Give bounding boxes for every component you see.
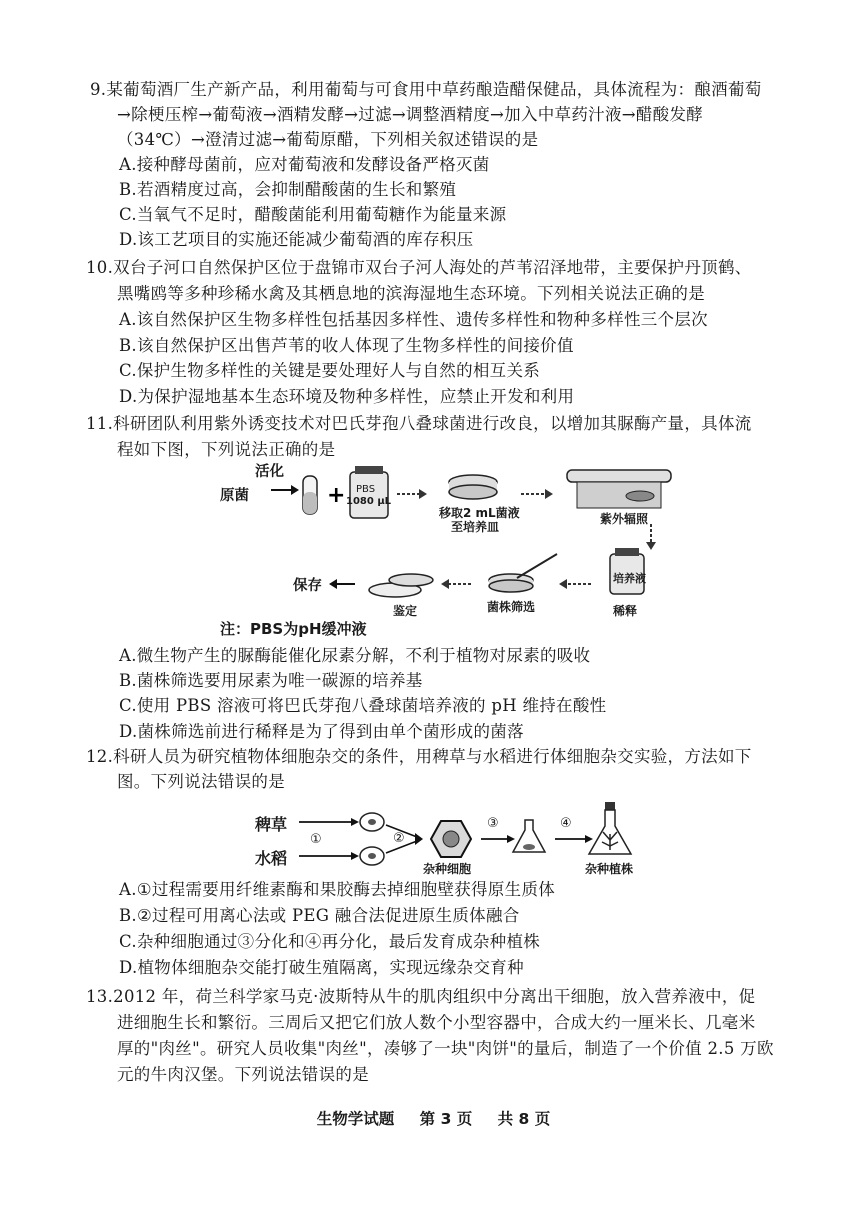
footer-subject: 生物学试题 [316,1110,395,1128]
label-step-2: ② [393,831,405,846]
plus-sign: + [327,483,346,508]
q11-option-b: B.菌株筛选要用尿素为唯一碳源的培养基 [119,671,423,690]
pbs-bottle-icon [350,472,388,518]
label-rice: 水稻 [255,849,288,868]
label-step-1: ① [310,832,322,847]
label-medium: 培养液 [613,572,646,585]
inoculation-loop-icon [517,554,557,578]
label-step-3: ③ [487,816,499,831]
q11-option-c: C.使用 PBS 溶液可将巴氏芽孢八叠球菌培养液的 pH 维持在酸性 [119,696,607,715]
label-save: 保存 [293,578,322,594]
q9-stem-line-1: 9.某葡萄酒厂生产新产品，利用葡萄与可食用中草药酿造醋保健品，具体流程为：酿酒葡萄 [90,80,762,99]
q10-option-b: B.该自然保护区出售芦苇的收人体现了生物多样性的间接价值 [119,336,574,355]
q10-stem-line-2: 黑嘴鸥等多种珍稀水禽及其栖息地的滨海湿地生态环境。下列相关说法正确的是 [117,284,705,303]
q12-option-a: A.①过程需要用纤维素酶和果胶酶去掉细胞壁获得原生质体 [119,880,556,899]
q12-stem-line-1: 12.科研人员为研究植物体细胞杂交的条件，用稗草与水稻进行体细胞杂交实验，方法如下 [86,747,752,766]
q12-option-b: B.②过程可用离心法或 PEG 融合法促进原生质体融合 [119,906,520,925]
label-transfer-2: 至培养皿 [451,520,500,534]
label-screen: 菌株筛选 [487,600,536,614]
label-pbs-volume: 1080 μL [346,496,392,507]
q10-option-d: D.为保护湿地基本生态环境及物种多样性，应禁止开发和利用 [119,387,575,406]
q12-stem-line-2: 图。下列说法错误的是 [117,772,285,791]
q9-stem-line-2: →除梗压榨→葡萄液→酒精发酵→过滤→调整酒精度→加入中草药汁液→醋酸发酵 [117,105,704,124]
q9-stem-line-3: （34℃）→澄清过滤→葡萄原醋，下列相关叙述错误的是 [117,130,539,149]
q9-option-a: A.接种酵母菌前，应对葡萄液和发酵设备严格灭菌 [119,155,490,174]
page-footer [0,1107,867,1129]
q13-stem-line-3: 厚的"肉丝"。研究人员收集"肉丝"，凑够了一块"肉饼"的量后，制造了一个价值 2.5 万欧 [117,1039,774,1058]
label-step-4: ④ [560,816,572,831]
q13-stem-line-2: 进细胞生长和繁衍。三周后又把它们放人数个小型容器中，合成大约一厘米长、几毫米 [117,1013,756,1032]
q9-option-d: D.该工艺项目的实施还能减少葡萄酒的库存积压 [119,230,474,249]
q12-option-d: D.植物体细胞杂交能打破生殖隔离，实现远缘杂交育种 [119,958,524,977]
label-uv: 紫外辐照 [600,512,649,526]
q11-stem-line-2: 程如下图，下列说法正确的是 [117,440,336,459]
uv-lamp-icon [567,470,671,482]
label-activate: 活化 [255,464,284,480]
label-dilute: 稀释 [613,604,638,618]
q9-option-b: B.若酒精度过高，会抑制醋酸菌的生长和繁殖 [119,180,457,199]
label-hybrid-cell: 杂种细胞 [423,862,472,876]
label-identify: 鉴定 [393,604,418,618]
label-hybrid-plant: 杂种植株 [585,862,634,876]
q9-option-c: C.当氧气不足时，醋酸菌能利用葡萄糖作为能量来源 [119,205,507,224]
label-barnyard-grass: 稗草 [255,815,288,834]
footer-total-pages: 共 8 页 [497,1110,551,1128]
q12-hybrid-figure [255,800,655,880]
q10-option-c: C.保护生物多样性的关键是要处理好人与自然的相互关系 [119,361,541,380]
label-original-strain: 原菌 [220,488,249,504]
q11-flow-figure [215,462,685,642]
q11-option-a: A.微生物产生的脲酶能催化尿素分解，不利于植物对尿素的吸收 [119,646,591,665]
q10-stem-line-1: 10.双台子河口自然保护区位于盘锦市双台子河人海处的芦苇沼泽地带，主要保护丹顶鹤、 [86,258,752,277]
q13-stem-line-4: 元的牛肉汉堡。下列说法错误的是 [117,1065,369,1084]
q11-stem-line-1: 11.科研团队利用紫外诱变技术对巴氏芽孢八叠球菌进行改良，以增加其脲酶产量，具体流 [86,414,752,433]
q12-option-c: C.杂种细胞通过③分化和④再分化，最后发育成杂种植株 [119,932,541,951]
footer-page-number: 第 3 页 [419,1110,473,1128]
label-transfer-1: 移取2 mL菌液 [439,506,520,520]
figure-note: 注：PBS为pH缓冲液 [220,620,367,638]
q11-option-d: D.菌株筛选前进行稀释是为了得到由单个菌形成的菌落 [119,722,524,741]
q10-option-a: A.该自然保护区生物多样性包括基因多样性、遗传多样性和物种多样性三个层次 [119,310,708,329]
activate-arrowhead [291,485,299,495]
label-pbs: PBS [356,484,376,495]
q13-stem-line-1: 13.2012 年，荷兰科学家马克·波斯特从牛的肌肉组织中分离出干细胞，放入营养液中，促 [86,987,756,1006]
